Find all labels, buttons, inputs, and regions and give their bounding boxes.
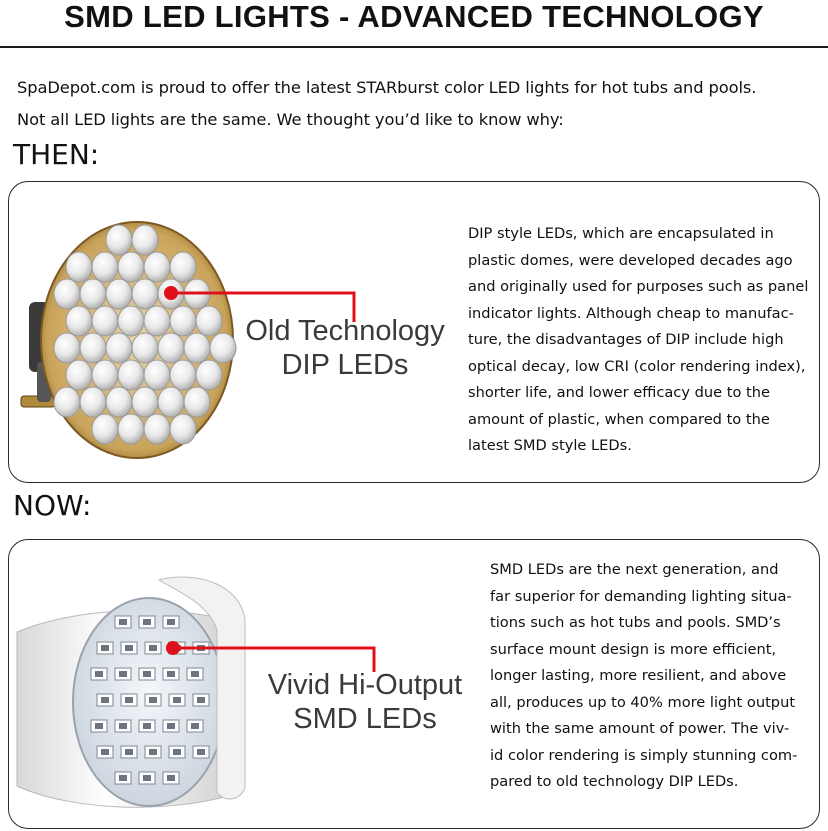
now-description-line: far superior for demanding lighting situa- xyxy=(490,587,792,605)
now-description-line: surface mount design is more efficient, xyxy=(490,640,777,658)
smd-led-chip xyxy=(187,668,203,680)
dip-led-dome xyxy=(54,333,80,363)
smd-led-chip xyxy=(145,746,161,758)
dip-led-dome xyxy=(132,333,158,363)
then-description-line: shorter life, and lower efficacy due to the xyxy=(468,384,770,401)
smd-led-chip xyxy=(169,694,185,706)
then-description-line: DIP style LEDs, which are encapsulated in xyxy=(468,225,774,242)
dip-led-dome xyxy=(196,306,222,336)
dip-led-dome xyxy=(92,306,118,336)
dip-led-dome xyxy=(132,279,158,309)
dip-led-dome xyxy=(118,360,144,390)
dip-led-dome xyxy=(144,306,170,336)
then-description-line: and originally used for purposes such as panel xyxy=(468,278,809,295)
then-callout xyxy=(235,314,455,382)
dip-led-dome xyxy=(106,333,132,363)
page-title: SMD LED LIGHTS - ADVANCED TECHNOLOGY xyxy=(64,0,764,34)
dip-led-dome xyxy=(184,333,210,363)
dip-led-dome xyxy=(66,252,92,282)
dip-led-dome xyxy=(80,333,106,363)
smd-led-chip xyxy=(145,694,161,706)
now-description-line: with the same amount of power. The viv- xyxy=(490,720,790,737)
dip-led-dome xyxy=(170,306,196,336)
smd-led-chip xyxy=(193,746,209,758)
dip-led-dome xyxy=(158,387,184,417)
smd-led-chip xyxy=(163,616,179,628)
smd-led-chip xyxy=(163,668,179,680)
dip-led-dome xyxy=(106,225,132,255)
smd-led-chip xyxy=(115,668,131,680)
now-description-line: pared to old technology DIP LEDs. xyxy=(490,773,739,790)
smd-led-chip xyxy=(193,694,209,706)
dip-led-dome xyxy=(66,360,92,390)
now-description-line: id color rendering is simply stunning com- xyxy=(490,746,798,764)
smd-led-chip xyxy=(97,694,113,706)
smd-led-chip xyxy=(163,772,179,784)
dip-led-dome xyxy=(118,252,144,282)
dip-led-dome xyxy=(144,414,170,444)
dip-led-dome xyxy=(54,279,80,309)
smd-led-chip xyxy=(145,642,161,654)
dip-led-dome xyxy=(80,279,106,309)
then-description-line: plastic domes, were developed decades ago xyxy=(468,251,793,269)
now-description-line: longer lasting, more resilient, and above xyxy=(490,667,787,684)
smd-led-chip xyxy=(97,642,113,654)
smd-led-chip xyxy=(139,668,155,680)
dip-led-dome xyxy=(170,252,196,282)
dip-led-dome xyxy=(170,414,196,444)
then-description-line: latest SMD style LEDs. xyxy=(468,437,632,454)
then-description-line: ture, the disadvantages of DIP include high xyxy=(468,331,784,348)
smd-led-chip xyxy=(187,720,203,732)
now-description-line: all, produces up to 40% more light output xyxy=(490,693,796,711)
smd-led-chip xyxy=(163,720,179,732)
smd-led-chip xyxy=(97,746,113,758)
smd-led-chip xyxy=(139,772,155,784)
smd-led-chip xyxy=(121,746,137,758)
dip-led-dome xyxy=(210,333,236,363)
then-callout-line-1: Old Technology xyxy=(245,315,445,347)
then-heading: THEN: xyxy=(13,138,100,171)
now-callout-line-1: Vivid Hi-Output xyxy=(267,669,463,701)
smd-led-chip xyxy=(169,746,185,758)
dip-led-dome xyxy=(92,360,118,390)
smd-led-chip xyxy=(91,720,107,732)
now-callout-line-2: SMD LEDs xyxy=(293,703,437,735)
dip-led-dome xyxy=(158,333,184,363)
dip-led-dome xyxy=(196,360,222,390)
then-panel xyxy=(8,181,820,483)
smd-led-chip xyxy=(115,720,131,732)
dip-led-dome xyxy=(144,252,170,282)
dip-led-dome xyxy=(106,279,132,309)
smd-led-chip xyxy=(139,720,155,732)
title-divider xyxy=(0,46,828,48)
dip-led-dome xyxy=(92,252,118,282)
dip-led-dome xyxy=(54,387,80,417)
dip-led-dome xyxy=(92,414,118,444)
smd-led-chip xyxy=(139,616,155,628)
now-description xyxy=(490,557,797,796)
now-callout xyxy=(252,668,478,736)
intro-line-1: SpaDepot.com is proud to offer the latest STARburst color LED lights for hot tubs and pools. xyxy=(17,78,757,97)
dip-led-dome xyxy=(118,414,144,444)
smd-led-chip xyxy=(115,616,131,628)
dip-led-dome xyxy=(118,306,144,336)
smd-led-chip xyxy=(121,694,137,706)
dip-led-dome xyxy=(144,360,170,390)
then-description-line: optical decay, low CRI (color rendering index), xyxy=(468,357,806,375)
dip-led-dome xyxy=(170,360,196,390)
then-description-line: indicator lights. Although cheap to manufac- xyxy=(468,304,794,322)
dip-led-dome xyxy=(80,387,106,417)
smd-led-chip xyxy=(91,668,107,680)
dip-led-dome xyxy=(184,387,210,417)
now-heading: NOW: xyxy=(13,489,92,522)
then-description-line: amount of plastic, when compared to the xyxy=(468,410,770,428)
dip-led-dome xyxy=(106,387,132,417)
smd-led-chip xyxy=(121,642,137,654)
smd-led-chip xyxy=(115,772,131,784)
now-description-line: SMD LEDs are the next generation, and xyxy=(490,561,779,578)
intro-line-2: Not all LED lights are the same. We thought you’d like to know why: xyxy=(17,110,564,129)
dip-led-dome xyxy=(132,387,158,417)
dip-led-dome xyxy=(132,225,158,255)
dip-led-dome xyxy=(66,306,92,336)
now-description-line: tions such as hot tubs and pools. SMD’s xyxy=(490,614,781,631)
then-description xyxy=(468,221,808,460)
then-callout-line-2: DIP LEDs xyxy=(281,349,409,381)
now-panel xyxy=(8,539,820,829)
